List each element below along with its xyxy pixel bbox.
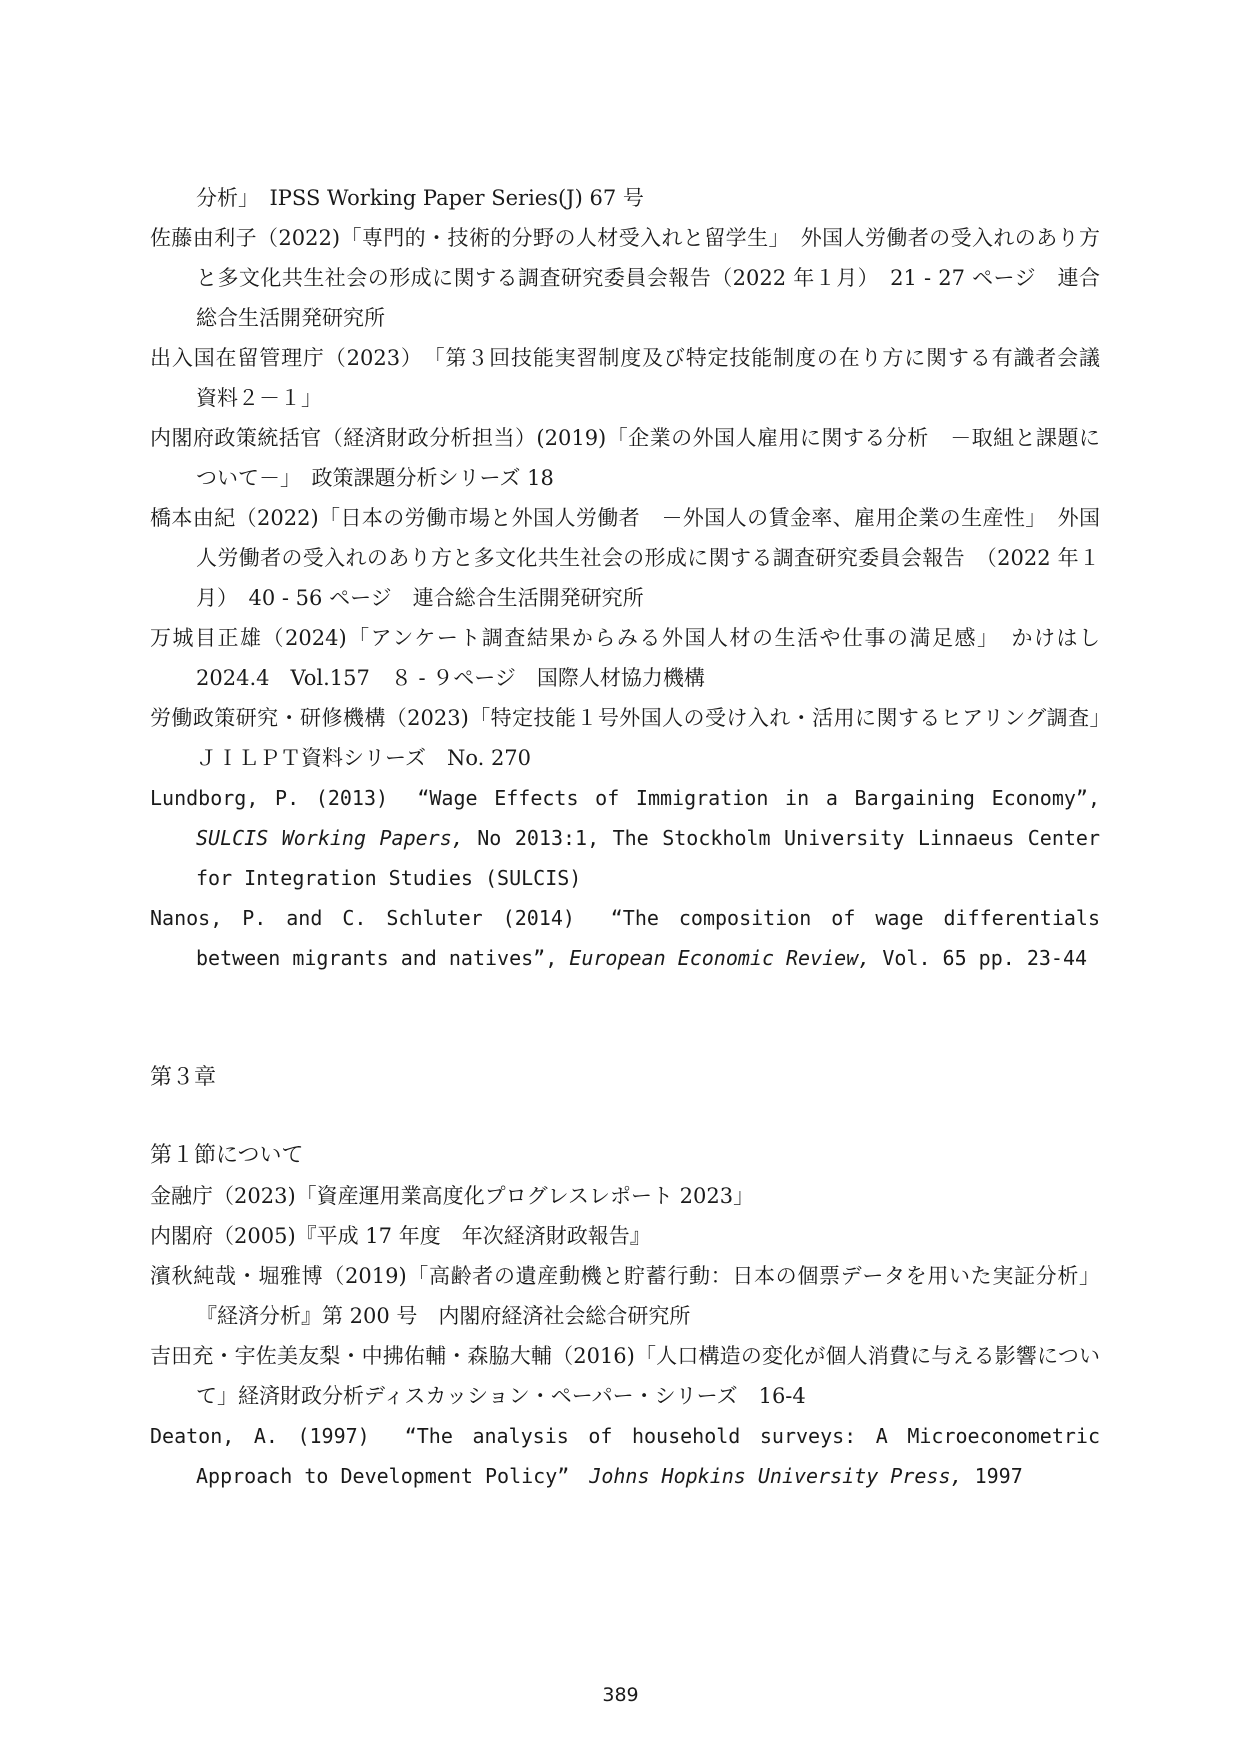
reference-entry: 内閣府政策統括官（経済財政分析担当）(2019)「企業の外国人雇用に関する分析 －取組と課題について－」 政策課題分析シリーズ 18 bbox=[150, 426, 1100, 490]
reference-text: No 2013:1, The Stockholm University Linnaeus Center for Integration Studies (SULCIS) bbox=[196, 826, 1100, 890]
reference-text: Nanos, P. and C. Schluter (2014) “The composition of wage differentials between migrants and natives”, bbox=[150, 906, 1100, 970]
reference-entry: 濱秋純哉・堀雅博（2019)「高齢者の遺産動機と貯蓄行動：日本の個票データを用いた実証分析」『経済分析』第 200 号 内閣府経済社会総合研究所 bbox=[150, 1264, 1100, 1328]
reference-entry: 吉田充・宇佐美友梨・中拂佑輔・森脇大輔（2016)「人口構造の変化が個人消費に与える影響について」経済財政分析ディスカッション・ペーパー・シリーズ 16-4 bbox=[150, 1344, 1100, 1408]
reference-source-italic: SULCIS Working Papers, bbox=[196, 826, 464, 850]
reference-entry: 万城目正雄（2024)「アンケート調査結果からみる外国人材の生活や仕事の満足感」 かけはし 2024.4 Vol.157 ８ - ９ページ 国際人材協力機構 bbox=[150, 626, 1121, 690]
reference-text: Lundborg, P. (2013) “Wage Effects of Immigration in a Bargaining Economy”, bbox=[150, 786, 1100, 810]
reference-entry: 橋本由紀（2022)「日本の労働市場と外国人労働者 －外国人の賃金率、雇用企業の生産性」 外国人労働者の受入れのあり方と多文化共生社会の形成に関する調査研究委員会報告 （2022 年１月） 40 - 56 ページ 連合総合生活開発研究所 bbox=[150, 506, 1100, 610]
reference-entry: 分析」 IPSS Working Paper Series(J) 67 号 bbox=[196, 186, 644, 210]
reference-entry-lundborg bbox=[150, 778, 1100, 898]
document-body bbox=[150, 178, 1121, 1496]
reference-source-italic: European Economic Review, bbox=[569, 946, 871, 970]
reference-entry: 内閣府（2005)『平成 17 年度 年次経済財政報告』 bbox=[150, 1224, 651, 1248]
reference-text: 1997 bbox=[962, 1464, 1023, 1488]
reference-entry-nanos bbox=[150, 898, 1100, 978]
reference-source-italic: Johns Hopkins University Press, bbox=[589, 1464, 963, 1488]
reference-entry-deaton bbox=[150, 1416, 1100, 1496]
chapter-heading: 第３章 bbox=[150, 1065, 217, 1090]
reference-text: Deaton, A. (1997) “The analysis of household surveys: A Microeconometric Approach to Development Policy” bbox=[150, 1424, 1100, 1488]
reference-entry: 労働政策研究・研修機構（2023)「特定技能１号外国人の受け入れ・活用に関するヒアリング調査」 ＪＩＬＰＴ資料シリーズ No. 270 bbox=[150, 706, 1121, 770]
reference-entry: 佐藤由利子（2022)「専門的・技術的分野の人材受入れと留学生」 外国人労働者の受入れのあり方と多文化共生社会の形成に関する調査研究委員会報告（2022 年１月） 21 - 27 ページ 連合総合生活開発研究所 bbox=[150, 226, 1100, 330]
page-number: 389 bbox=[602, 1684, 639, 1706]
reference-entry: 出入国在留管理庁（2023） 「第３回技能実習制度及び特定技能制度の在り方に関する有識者会議 資料２－１」 bbox=[150, 346, 1121, 410]
section-heading: 第１節について bbox=[150, 1143, 304, 1168]
reference-text: Vol. 65 pp. 23-44 bbox=[870, 946, 1088, 970]
reference-entry: 金融庁（2023)「資産運用業高度化プログレスレポート 2023」 bbox=[150, 1184, 755, 1208]
